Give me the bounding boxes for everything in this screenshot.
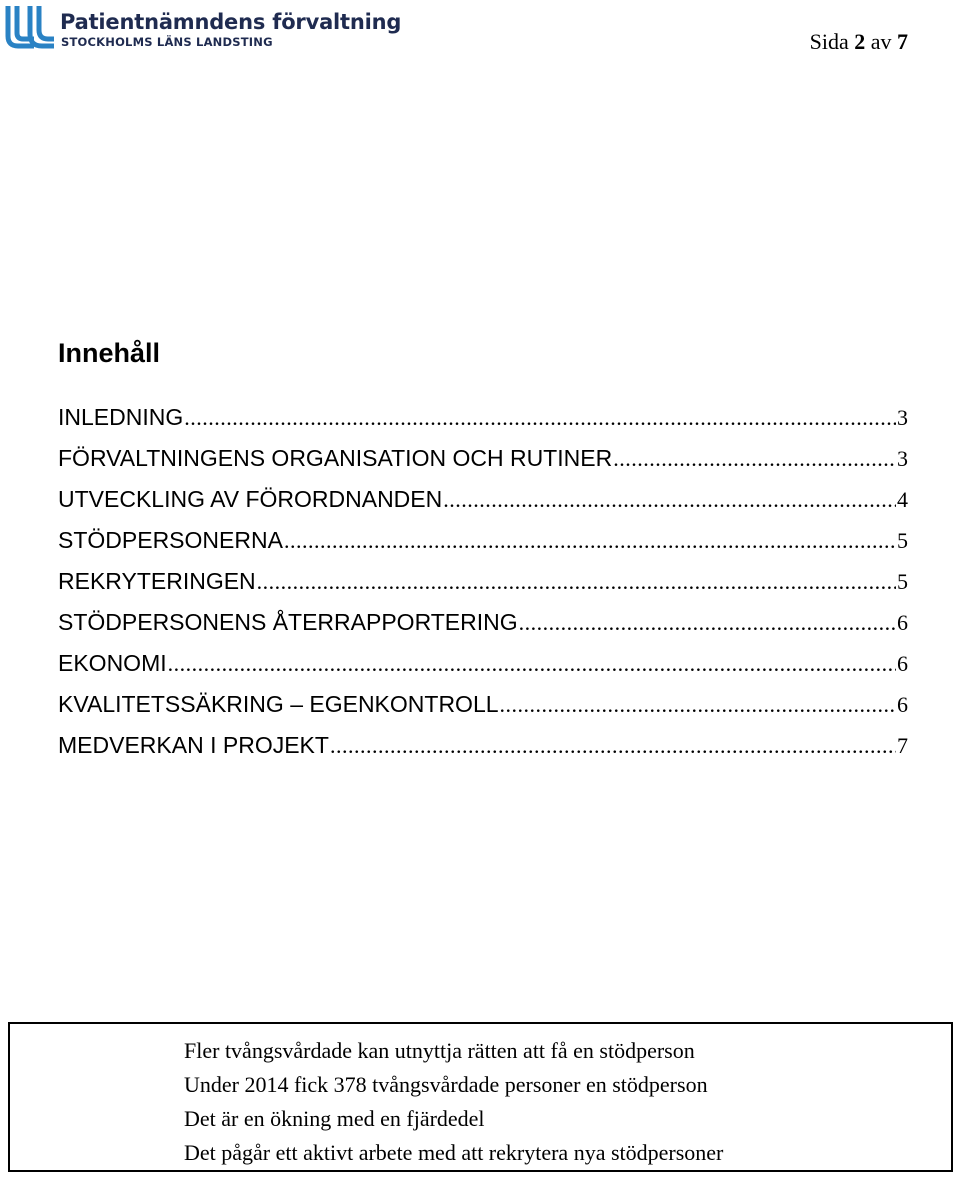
summary-line: Det är en ökning med en fjärdedel — [184, 1106, 485, 1131]
toc-entry-page: 3 — [897, 446, 908, 471]
toc-entry-page: 6 — [897, 692, 908, 717]
toc-entry-utveckling-av-forordnanden[interactable] — [58, 479, 908, 520]
toc-entry-label: INLEDNING — [58, 404, 184, 430]
toc-dot-leader — [613, 438, 896, 479]
toc-entry-page: 7 — [897, 733, 908, 758]
toc-entry-label: MEDVERKAN I PROJEKT — [58, 732, 329, 758]
toc-heading: Innehåll — [58, 338, 161, 369]
page-indicator-separator: av — [870, 29, 892, 54]
toc-dot-leader — [257, 561, 896, 602]
table-of-contents — [58, 397, 908, 766]
toc-entry-kvalitetssakring[interactable] — [58, 684, 908, 725]
page-indicator — [810, 28, 908, 56]
toc-dot-leader — [284, 520, 896, 561]
toc-entry-label: STÖDPERSONENS ÅTERRAPPORTERING — [58, 609, 518, 635]
summary-line: Fler tvångsvårdade kan utnyttja rätten att få en stödperson — [184, 1038, 695, 1063]
page-indicator-total: 7 — [897, 29, 908, 54]
toc-dot-leader — [330, 725, 896, 766]
summary-line: Under 2014 fick 378 tvångsvårdade personer en stödperson — [184, 1072, 708, 1097]
toc-entry-label: REKRYTERINGEN — [58, 568, 256, 594]
toc-dot-leader — [168, 643, 896, 684]
page-indicator-prefix: Sida — [809, 29, 849, 54]
toc-entry-medverkan-i-projekt[interactable] — [58, 725, 908, 766]
toc-entry-inledning[interactable] — [58, 397, 908, 438]
toc-dot-leader — [519, 602, 896, 643]
summary-lines — [184, 1034, 723, 1170]
toc-dot-leader — [184, 397, 896, 438]
toc-entry-page: 6 — [897, 610, 908, 635]
summary-box — [8, 1022, 953, 1172]
toc-entry-page: 6 — [897, 651, 908, 676]
toc-entry-page: 4 — [897, 487, 908, 512]
toc-entry-page: 3 — [897, 405, 908, 430]
logo-mark-icon — [4, 6, 56, 50]
toc-entry-page: 5 — [897, 569, 908, 594]
toc-entry-label: KVALITETSSÄKRING – EGENKONTROLL — [58, 691, 499, 717]
toc-entry-rekryteringen[interactable] — [58, 561, 908, 602]
toc-entry-label: FÖRVALTNINGENS ORGANISATION OCH RUTINER — [58, 445, 613, 471]
summary-line: Det pågår ett aktivt arbete med att rekrytera nya stödpersoner — [184, 1140, 724, 1165]
toc-entry-label: EKONOMI — [58, 650, 167, 676]
logo-name: Patientnämndens förvaltning — [60, 10, 402, 34]
toc-dot-leader — [443, 479, 896, 520]
toc-entry-page: 5 — [897, 528, 908, 553]
toc-entry-stodpersonerna[interactable] — [58, 520, 908, 561]
toc-entry-label: STÖDPERSONERNA — [58, 527, 283, 553]
page-indicator-current: 2 — [854, 29, 866, 54]
toc-entry-forvaltningens-organisation[interactable] — [58, 438, 908, 479]
toc-entry-label: UTVECKLING AV FÖRORDNANDEN — [58, 486, 443, 512]
toc-entry-ekonomi[interactable] — [58, 643, 908, 684]
toc-entry-stodpersonens-aterrapportering[interactable] — [58, 602, 908, 643]
logo-subtitle: STOCKHOLMS LÄNS LANDSTING — [61, 35, 273, 49]
toc-dot-leader — [500, 684, 896, 725]
organization-logo — [4, 6, 404, 52]
